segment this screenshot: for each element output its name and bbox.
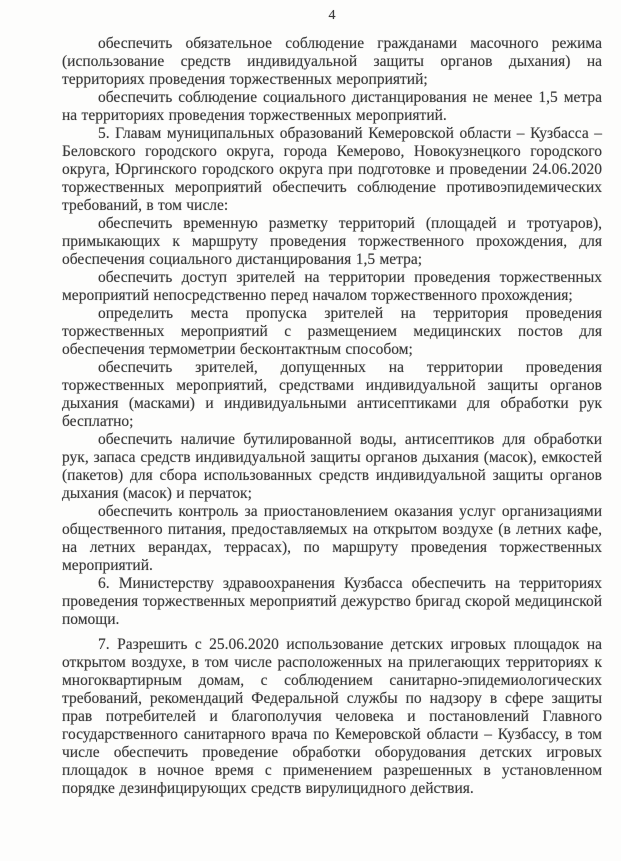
paragraph: обеспечить наличие бутилированной воды, антисептиков для обработки рук, запаса средств индивидуальной защиты органов дыхания (масок), емкостей (пакетов) для сбора использованных средств индивидуальной защиты органов дыхания (масок) и перчаток; bbox=[62, 431, 602, 502]
paragraph: 5. Главам муниципальных образований Кемеровской области – Кузбасса – Беловского городского округа, города Кемерово, Новокузнецкого городского округа, Юргинского городского округа при подготовке и проведении 24.06.2020 торжественных мероприятий обеспечить соблюдение противоэпидемических требований, в том числе: bbox=[62, 125, 602, 214]
paragraph: обеспечить контроль за приостановлением оказания услуг организациями общественного питания, предоставляемых на открытом воздухе (в летних кафе, на летних верандах, террасах), по маршруту проведения торжественных мероприятий. bbox=[62, 503, 602, 574]
page-number: 4 bbox=[328, 8, 336, 23]
paragraph: обеспечить временную разметку территорий (площадей и тротуаров), примыкающих к маршруту проведения торжественного прохождения, для обеспечения социального дистанцирования 1,5 метра; bbox=[62, 215, 602, 268]
paragraph: обеспечить обязательное соблюдение гражданами масочного режима (использование средств индивидуальной защиты органов дыхания) на территориях проведения торжественных мероприятий; bbox=[62, 35, 602, 88]
document-body bbox=[62, 35, 602, 798]
paragraph: обеспечить соблюдение социального дистанцирования не менее 1,5 метра на территориях проведения торжественных мероприятий. bbox=[62, 89, 602, 124]
paragraph: обеспечить доступ зрителей на территории проведения торжественных мероприятий непосредственно перед началом торжественного прохождения; bbox=[62, 269, 602, 304]
paragraph: обеспечить зрителей, допущенных на территории проведения торжественных мероприятий, средствами индивидуальной защиты органов дыхания (масками) и индивидуальными антисептиками для обработки рук бесплатно; bbox=[62, 359, 602, 430]
paragraph: определить места пропуска зрителей на территория проведения торжественных мероприятий с размещением медицинских постов для обеспечения термометрии бесконтактным способом; bbox=[62, 305, 602, 358]
paragraph: 7. Разрешить с 25.06.2020 использование детских игровых площадок на открытом воздухе, в том числе расположенных на прилегающих территориях к многоквартирным домам, с соблюдением санитарно-эпидемиологических требований, рекомендаций Федеральной службы по надзору в сфере защиты прав потребителей и благополучия человека и постановлений Главного государственного санитарного врача по Кемеровской области – Кузбассу, в том числе обеспечить проведение обработки оборудования детских игровых площадок в ночное время с применением разрешенных в установленном порядке дезинфицирующих средств вирулицидного действия. bbox=[62, 636, 602, 797]
paragraph: 6. Министерству здравоохранения Кузбасса обеспечить на территориях проведения торжественных мероприятий дежурство бригад скорой медицинской помощи. bbox=[62, 575, 602, 628]
